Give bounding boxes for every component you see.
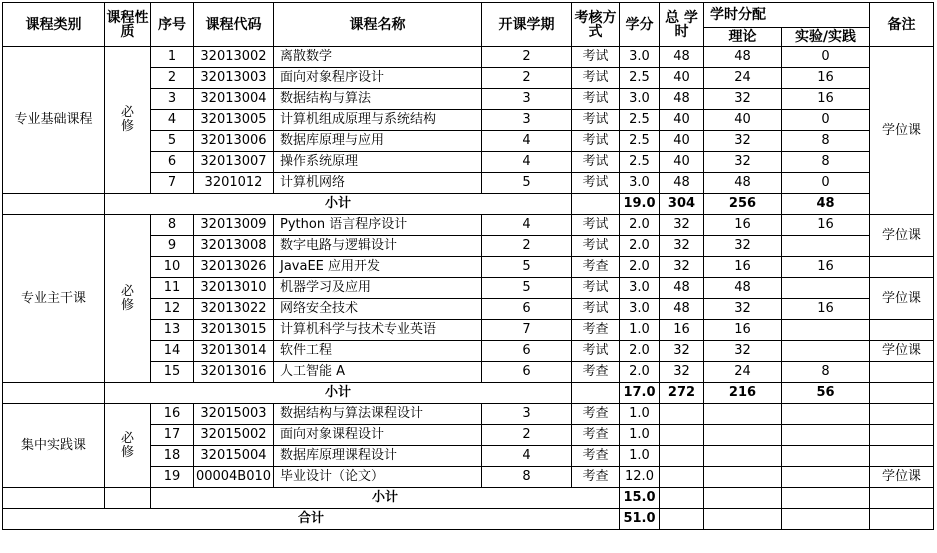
exam-cell: 考查 [572,446,620,467]
exam-cell: 考试 [572,47,620,68]
theory-cell: 32 [704,236,782,257]
seq-cell: 8 [151,215,194,236]
semester-cell: 4 [482,131,572,152]
theory-cell [704,404,782,425]
exam-cell: 考试 [572,278,620,299]
seq-cell: 9 [151,236,194,257]
practice-cell: 8 [782,131,870,152]
theory-cell [704,446,782,467]
practice-cell [782,446,870,467]
semester-cell: 3 [482,110,572,131]
subtotal-practice: 48 [782,194,870,215]
subtotal-label: 小计 [151,488,620,509]
header-category: 课程类别 [3,3,105,47]
total-label: 合计 [3,509,620,530]
total-cell: 48 [660,299,704,320]
theory-cell: 32 [704,152,782,173]
seq-cell: 6 [151,152,194,173]
credit-cell: 2.0 [620,341,660,362]
name-cell: 面向对象程序设计 [274,68,482,89]
remark-cell: 学位课 [870,47,934,215]
remark-cell [870,404,934,425]
practice-cell [782,404,870,425]
header-total-hours: 总 学时 [660,3,704,47]
table-row [3,404,934,425]
name-cell: 毕业设计（论文） [274,467,482,488]
practice-cell [782,320,870,341]
seq-cell: 16 [151,404,194,425]
total-cell [660,467,704,488]
code-cell: 32013002 [194,47,274,68]
credit-cell: 2.0 [620,257,660,278]
remark-cell: 学位课 [870,467,934,488]
empty-cell [660,509,704,530]
seq-cell: 13 [151,320,194,341]
category-cell: 专业主干课 [3,215,105,383]
credit-cell: 3.0 [620,299,660,320]
credit-cell: 1.0 [620,425,660,446]
seq-cell: 19 [151,467,194,488]
empty-cell [782,488,870,509]
subtotal-practice: 56 [782,383,870,404]
header-row [3,3,934,28]
remark-cell [870,320,934,341]
exam-cell: 考查 [572,257,620,278]
remark-cell [870,362,934,383]
nature-cell: 必修 [105,404,151,488]
exam-cell: 考试 [572,215,620,236]
empty-cell [3,488,105,509]
nature-cell: 必修 [105,215,151,383]
empty-cell [870,488,934,509]
practice-cell: 16 [782,89,870,110]
theory-cell: 32 [704,341,782,362]
subtotal-row [3,194,934,215]
empty-cell [3,383,105,404]
name-cell: 计算机网络 [274,173,482,194]
name-cell: JavaEE 应用开发 [274,257,482,278]
practice-cell: 16 [782,68,870,89]
nature-cell: 必修 [105,47,151,194]
seq-cell: 2 [151,68,194,89]
name-cell: 人工智能 A [274,362,482,383]
seq-cell: 14 [151,341,194,362]
exam-cell: 考试 [572,152,620,173]
theory-cell: 16 [704,320,782,341]
credit-cell: 2.5 [620,68,660,89]
exam-cell: 考试 [572,68,620,89]
theory-cell: 48 [704,173,782,194]
header-theory: 理论 [704,28,782,47]
total-cell: 40 [660,131,704,152]
header-credit: 学分 [620,3,660,47]
semester-cell: 3 [482,89,572,110]
exam-cell: 考查 [572,467,620,488]
empty-cell [782,509,870,530]
empty-cell [660,488,704,509]
total-cell [660,404,704,425]
semester-cell: 3 [482,404,572,425]
seq-cell: 1 [151,47,194,68]
total-cell: 32 [660,257,704,278]
empty-cell [572,383,620,404]
empty-cell [105,488,151,509]
header-hour-distribution: 学时分配 [704,3,870,28]
semester-cell: 6 [482,299,572,320]
exam-cell: 考查 [572,362,620,383]
code-cell: 00004B010 [194,467,274,488]
exam-cell: 考试 [572,89,620,110]
total-credit: 51.0 [620,509,660,530]
credit-cell: 2.0 [620,362,660,383]
name-cell: 计算机科学与技术专业英语 [274,320,482,341]
semester-cell: 2 [482,236,572,257]
code-cell: 32013008 [194,236,274,257]
credit-cell: 3.0 [620,173,660,194]
semester-cell: 4 [482,215,572,236]
seq-cell: 15 [151,362,194,383]
theory-cell: 32 [704,299,782,320]
total-cell: 48 [660,278,704,299]
code-cell: 32013006 [194,131,274,152]
header-exam: 考核方式 [572,3,620,47]
code-cell: 32013003 [194,68,274,89]
remark-cell: 学位课 [870,215,934,257]
seq-cell: 17 [151,425,194,446]
total-cell [660,425,704,446]
exam-cell: 考试 [572,299,620,320]
code-cell: 32013009 [194,215,274,236]
practice-cell [782,425,870,446]
name-cell: 操作系统原理 [274,152,482,173]
empty-cell [704,488,782,509]
semester-cell: 6 [482,341,572,362]
seq-cell: 4 [151,110,194,131]
credit-cell: 2.5 [620,131,660,152]
header-seq: 序号 [151,3,194,47]
subtotal-label: 小计 [105,383,572,404]
credit-cell: 1.0 [620,446,660,467]
seq-cell: 18 [151,446,194,467]
name-cell: 数据结构与算法 [274,89,482,110]
exam-cell: 考查 [572,425,620,446]
theory-cell: 32 [704,89,782,110]
practice-cell: 8 [782,362,870,383]
seq-cell: 12 [151,299,194,320]
category-cell: 专业基础课程 [3,47,105,194]
theory-cell [704,467,782,488]
credit-cell: 12.0 [620,467,660,488]
code-cell: 32013026 [194,257,274,278]
subtotal-label: 小计 [105,194,572,215]
curriculum-table [2,2,934,530]
seq-cell: 5 [151,131,194,152]
credit-cell: 2.5 [620,152,660,173]
semester-cell: 5 [482,278,572,299]
exam-cell: 考查 [572,404,620,425]
total-cell: 40 [660,68,704,89]
name-cell: 面向对象课程设计 [274,425,482,446]
practice-cell: 0 [782,47,870,68]
header-remark: 备注 [870,3,934,47]
semester-cell: 2 [482,425,572,446]
theory-cell: 48 [704,278,782,299]
credit-cell: 2.5 [620,110,660,131]
practice-cell: 16 [782,299,870,320]
subtotal-total: 272 [660,383,704,404]
semester-cell: 5 [482,173,572,194]
semester-cell: 2 [482,68,572,89]
header-name: 课程名称 [274,3,482,47]
code-cell: 32015003 [194,404,274,425]
code-cell: 32013016 [194,362,274,383]
practice-cell [782,236,870,257]
name-cell: 数据库原理课程设计 [274,446,482,467]
total-cell [660,446,704,467]
exam-cell: 考试 [572,236,620,257]
name-cell: 网络安全技术 [274,299,482,320]
theory-cell: 16 [704,257,782,278]
semester-cell: 5 [482,257,572,278]
total-cell: 48 [660,47,704,68]
table-row [3,215,934,236]
exam-cell: 考试 [572,131,620,152]
credit-cell: 3.0 [620,89,660,110]
empty-cell [704,509,782,530]
empty-cell [572,194,620,215]
code-cell: 32013007 [194,152,274,173]
semester-cell: 4 [482,152,572,173]
empty-cell [870,509,934,530]
exam-cell: 考试 [572,341,620,362]
practice-cell: 16 [782,215,870,236]
theory-cell: 48 [704,47,782,68]
total-cell: 32 [660,362,704,383]
header-semester: 开课学期 [482,3,572,47]
code-cell: 32013014 [194,341,274,362]
table-row [3,47,934,68]
total-cell: 32 [660,236,704,257]
seq-cell: 11 [151,278,194,299]
semester-cell: 2 [482,47,572,68]
credit-cell: 3.0 [620,47,660,68]
header-nature: 课程性质 [105,3,151,47]
subtotal-row [3,383,934,404]
remark-cell [870,446,934,467]
total-cell: 48 [660,173,704,194]
exam-cell: 考试 [572,173,620,194]
credit-cell: 3.0 [620,278,660,299]
credit-cell: 1.0 [620,404,660,425]
subtotal-row [3,488,934,509]
name-cell: 数字电路与逻辑设计 [274,236,482,257]
remark-cell: 学位课 [870,278,934,320]
subtotal-theory: 216 [704,383,782,404]
theory-cell: 16 [704,215,782,236]
credit-cell: 2.0 [620,215,660,236]
remark-cell [870,257,934,278]
semester-cell: 8 [482,467,572,488]
total-row [3,509,934,530]
header-practice: 实验/实践 [782,28,870,47]
name-cell: 软件工程 [274,341,482,362]
exam-cell: 考试 [572,110,620,131]
header-code: 课程代码 [194,3,274,47]
subtotal-theory: 256 [704,194,782,215]
code-cell: 32013015 [194,320,274,341]
category-cell: 集中实践课 [3,404,105,488]
practice-cell [782,467,870,488]
credit-cell: 2.0 [620,236,660,257]
total-cell: 32 [660,341,704,362]
total-cell: 48 [660,89,704,110]
subtotal-credit: 19.0 [620,194,660,215]
theory-cell: 24 [704,68,782,89]
semester-cell: 7 [482,320,572,341]
semester-cell: 4 [482,446,572,467]
theory-cell: 40 [704,110,782,131]
name-cell: Python 语言程序设计 [274,215,482,236]
remark-cell: 学位课 [870,341,934,362]
code-cell: 32013022 [194,299,274,320]
name-cell: 离散数学 [274,47,482,68]
practice-cell: 8 [782,152,870,173]
exam-cell: 考查 [572,320,620,341]
total-cell: 16 [660,320,704,341]
code-cell: 32015004 [194,446,274,467]
code-cell: 32013005 [194,110,274,131]
empty-cell [3,194,105,215]
code-cell: 3201012 [194,173,274,194]
subtotal-credit: 17.0 [620,383,660,404]
remark-cell [870,383,934,404]
seq-cell: 3 [151,89,194,110]
seq-cell: 7 [151,173,194,194]
subtotal-credit: 15.0 [620,488,660,509]
theory-cell: 24 [704,362,782,383]
name-cell: 机器学习及应用 [274,278,482,299]
seq-cell: 10 [151,257,194,278]
practice-cell: 0 [782,110,870,131]
name-cell: 计算机组成原理与系统结构 [274,110,482,131]
semester-cell: 6 [482,362,572,383]
code-cell: 32013010 [194,278,274,299]
credit-cell: 1.0 [620,320,660,341]
practice-cell: 16 [782,257,870,278]
practice-cell: 0 [782,173,870,194]
practice-cell [782,278,870,299]
code-cell: 32015002 [194,425,274,446]
total-cell: 32 [660,215,704,236]
theory-cell: 32 [704,131,782,152]
remark-cell [870,425,934,446]
total-cell: 40 [660,110,704,131]
theory-cell [704,425,782,446]
name-cell: 数据结构与算法课程设计 [274,404,482,425]
total-cell: 40 [660,152,704,173]
practice-cell [782,341,870,362]
code-cell: 32013004 [194,89,274,110]
name-cell: 数据库原理与应用 [274,131,482,152]
subtotal-total: 304 [660,194,704,215]
